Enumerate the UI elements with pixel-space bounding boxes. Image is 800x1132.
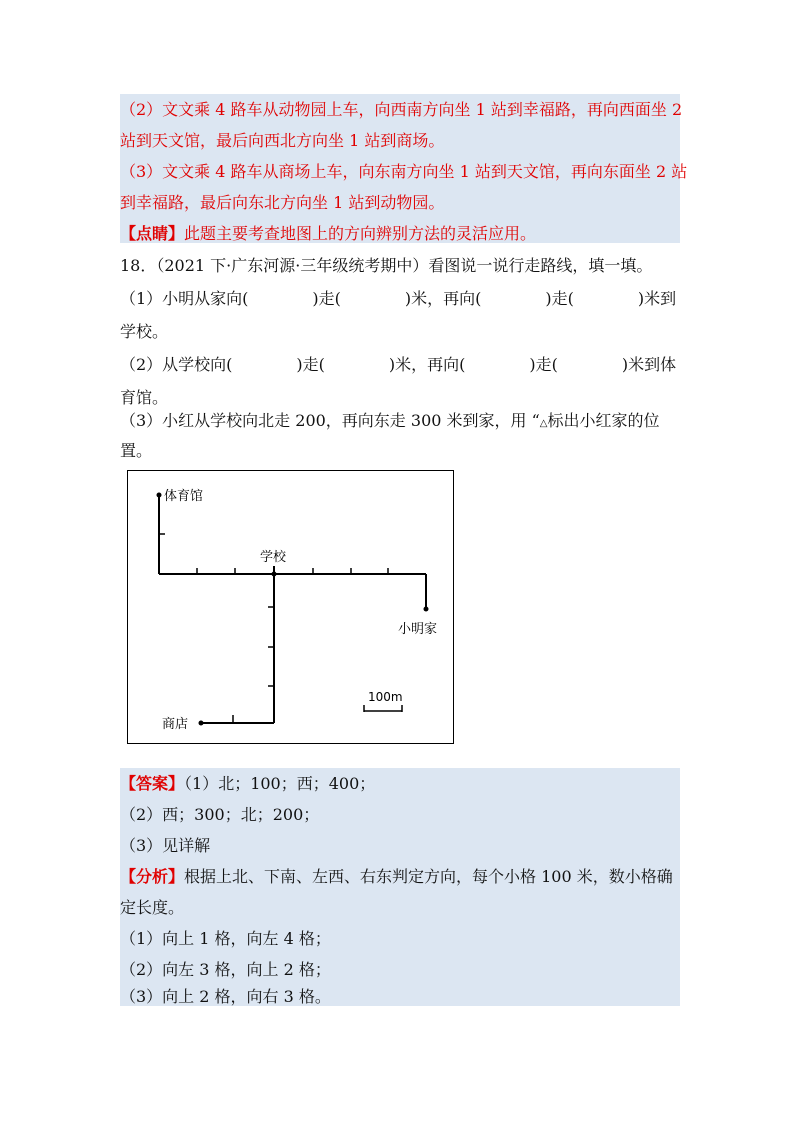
question-3-cont: 置。 [120,441,153,460]
answer-line: （2）文文乘 4 路车从动物园上车，向西南方向坐 1 站到幸福路，再向西面坐 2 [120,100,683,119]
answer-line: 站到天文馆，最后向西北方向坐 1 站到商场。 [120,131,445,150]
step-line: （3）向上 2 格，向右 3 格。 [120,987,331,1006]
analysis-line: 【分析】根据上北、下南、左西、右东判定方向，每个小格 100 米，数小格确 [120,867,673,886]
answer-line: 到幸福路，最后向东北方向坐 1 站到动物园。 [120,193,445,212]
answer-line: （2）西；300；北；200； [120,805,320,824]
triangle-symbol: △ [539,418,548,429]
route-map-drawing [128,471,453,743]
tip-line [120,224,536,244]
answer-block [120,768,680,1006]
answer-line: 【答案】（1）北；100；西；400； [120,774,376,793]
xiaoming-home-point [424,607,429,612]
question-2: （2）从学校向( )走( )米，再向( )走( )米到体 [120,355,677,374]
store-point [199,721,204,726]
school-label: 学校 [260,550,287,565]
tip-text: 此题主要考查地图上的方向辨别方法的灵活应用。 [184,224,537,243]
step-line: （1）向上 1 格，向左 4 格； [120,929,331,948]
gym-label: 体育馆 [164,489,204,504]
answer-line: （3）文文乘 4 路车从商场上车，向东南方向坐 1 站到天文馆，再向东面坐 2 站 [120,162,688,181]
question-3: （3）小红从学校向北走 200，再向东走 300 米到家，用 “△标出小红家的位 [120,411,660,430]
question-2-cont: 育馆。 [120,388,169,407]
school-point [272,572,277,577]
answer-label: 【答案】 [120,774,185,793]
step-line: （2）向左 3 格，向上 2 格； [120,960,331,979]
tip-label: 【点睛】 [120,224,185,243]
answer-line: （3）见详解 [120,836,211,855]
store-label: 商店 [162,717,189,732]
previous-answer-block [120,94,688,243]
analysis-line: 定长度。 [120,898,185,917]
gym-point [157,493,162,498]
analysis-label: 【分析】 [120,867,185,886]
xiaoming-home-label: 小明家 [398,622,438,637]
question-1: （1）小明从家向( )走( )米，再向( )走( )米到 [120,289,677,308]
route-map [127,470,454,744]
scale-label: 100m [368,690,403,704]
question-header: 18．（2021 下·广东河源·三年级统考期中）看图说一说行走路线，填一填。 [120,256,653,275]
question-1-cont: 学校。 [120,322,169,341]
